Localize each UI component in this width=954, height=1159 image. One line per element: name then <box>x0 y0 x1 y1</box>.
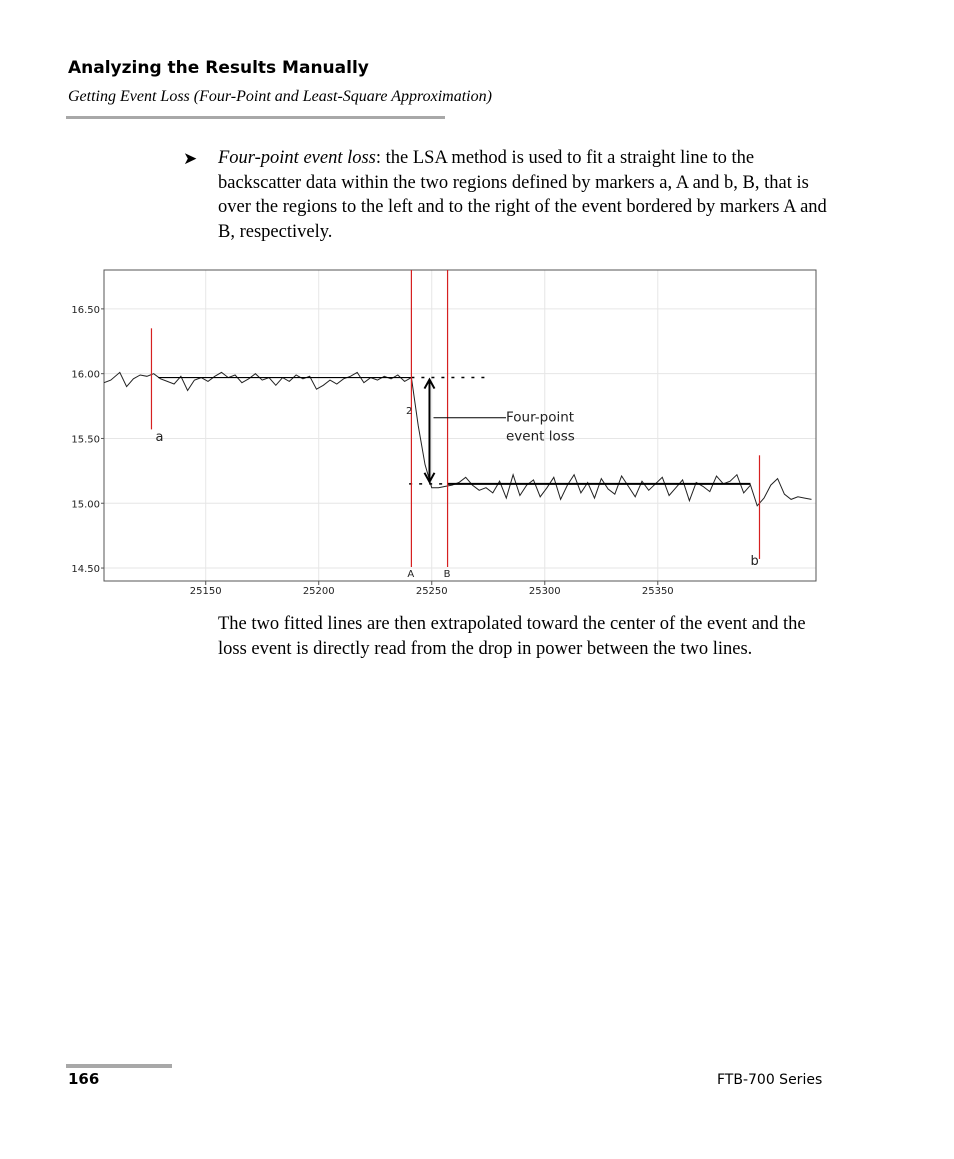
bullet-text: : the LSA method is used to fit a straight line to the backscatter data within the two regions defined by markers a, A and b, B, that is over the regions to the left and to the right of the event bordered by markers A and B, respectively. <box>218 148 827 242</box>
trace-small-label: 2 <box>405 405 413 417</box>
trace-line <box>104 372 812 505</box>
marker-label-A: A <box>407 569 415 580</box>
annotation-text-line1: Four-point <box>506 409 575 426</box>
marker-label-a: a <box>155 430 164 446</box>
y-tick-label: 14.50 <box>71 564 100 576</box>
plot-frame <box>104 270 816 581</box>
footer-rule <box>66 1064 172 1068</box>
x-tick-label: 25250 <box>415 586 448 597</box>
marker-label-B: B <box>443 569 451 580</box>
y-tick-label: 15.00 <box>71 499 100 511</box>
x-tick-label: 25350 <box>641 586 674 597</box>
bullet-arrow-icon: ➤ <box>183 149 198 169</box>
explanation-paragraph: The two fitted lines are then extrapolated toward the center of the event and the loss event is directly read from the drop in power between the two lines. <box>218 614 806 659</box>
y-tick-label: 16.00 <box>71 369 100 381</box>
otdr-trace-chart <box>60 262 830 602</box>
section-subtitle: Getting Event Loss (Four-Point and Least-Square Approximation) <box>68 88 492 105</box>
x-tick-label: 25150 <box>189 586 222 597</box>
bullet-paragraph <box>218 146 828 244</box>
x-tick-label: 25200 <box>302 586 335 597</box>
page-number: 166 <box>68 1070 100 1088</box>
header-rule <box>66 116 445 119</box>
product-series: FTB-700 Series <box>717 1072 823 1088</box>
section-title: Analyzing the Results Manually <box>68 58 369 78</box>
x-tick-label: 25300 <box>528 586 561 597</box>
bullet-term: Four-point event loss <box>218 148 376 168</box>
marker-label-b: b <box>750 553 759 569</box>
y-tick-label: 15.50 <box>71 434 100 446</box>
annotation-text-line2: event loss <box>506 428 575 445</box>
y-tick-label: 16.50 <box>71 304 100 316</box>
